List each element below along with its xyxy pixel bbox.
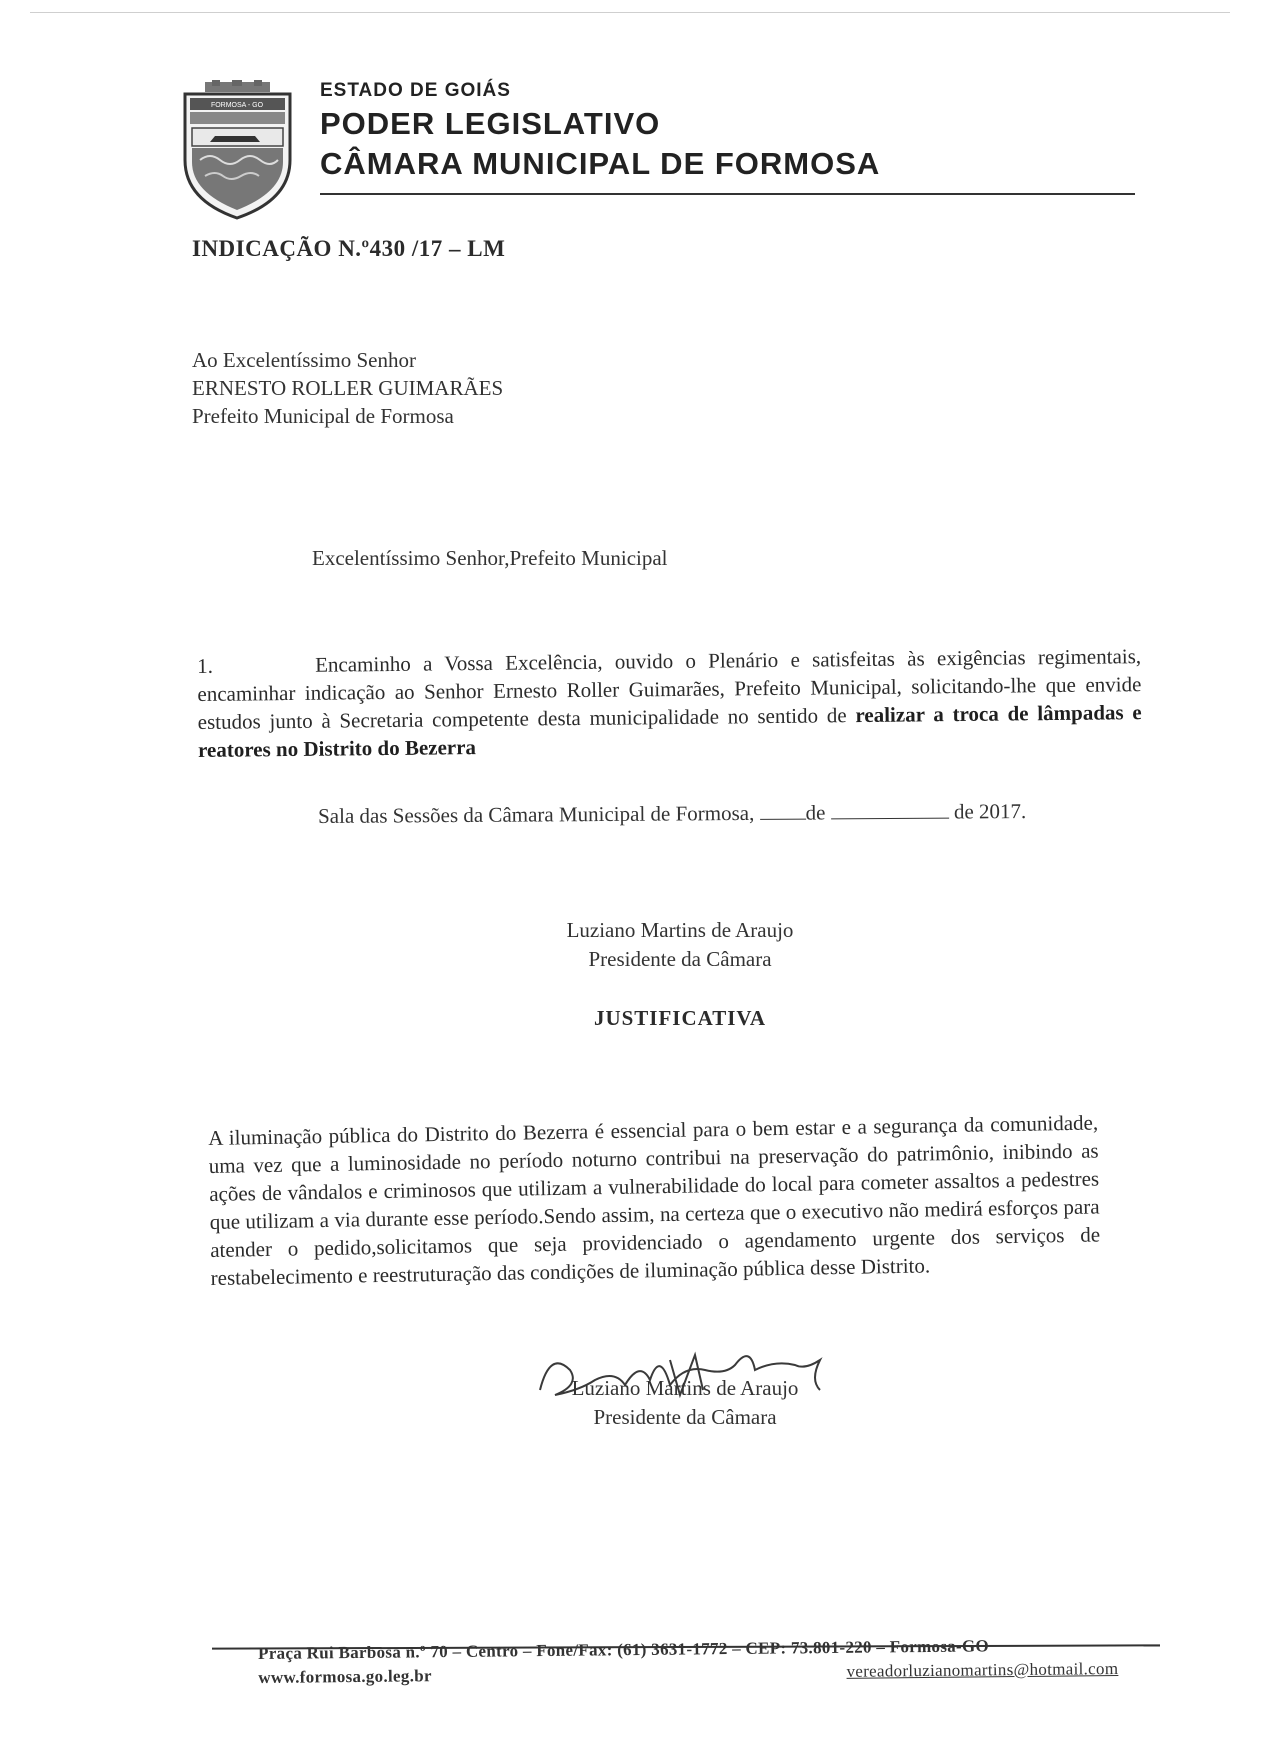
coat-of-arms-icon	[180, 80, 295, 220]
footer-website[interactable]: www.formosa.go.leg.br	[258, 1666, 432, 1687]
session-date-line	[318, 798, 1138, 829]
document-number: INDICAÇÃO N.º430 /17 – LM	[192, 236, 506, 261]
justification-text: A iluminação pública do Distrito do Bezerra é essencial para o bem estar e a segurança da comunidade, uma vez que a luminosidade no período noturno contribui na preservação do patrimônio, inibindo as ações de vândalos e criminosos que utilizam a vulnerabilidade do local para cometer assaltos a pedestres que utilizam a via durante esse período.Sendo assim, na certeza que o executivo não medirá esforços para atender o pedido,solicitamos que seja providenciado o agendamento urgente dos serviços de restabelecimento e reestruturação das condições de iluminação pública desse Distrito.	[208, 1110, 1101, 1290]
signature-block-top	[520, 916, 840, 974]
footer-email[interactable]: vereadorluzianomartins@hotmail.com	[846, 1658, 1119, 1681]
addressee-name: ERNESTO ROLLER GUIMARÃES	[192, 376, 504, 400]
crest-label: FORMOSA - GO	[210, 102, 264, 109]
session-prefix: Sala das Sessões da Câmara Municipal de Formosa,	[318, 800, 760, 828]
day-blank	[759, 801, 805, 820]
addressee-block	[192, 346, 503, 430]
state-name: ESTADO DE GOIÁS	[320, 80, 511, 101]
power-name: PODER LEGISLATIVO	[320, 106, 661, 141]
signatory-role-2: Presidente da Câmara	[593, 1405, 777, 1429]
paragraph-number: 1.	[197, 653, 214, 678]
addressee-title: Prefeito Municipal de Formosa	[192, 404, 454, 428]
signatory-role: Presidente da Câmara	[588, 947, 772, 971]
signatory-name-2: Luziano Martins de Araujo	[571, 1376, 799, 1400]
signatory-name: Luziano Martins de Araujo	[566, 918, 794, 942]
signature-block-bottom	[520, 1374, 850, 1432]
session-suffix: de 2017.	[953, 799, 1027, 824]
chamber-name: CÂMARA MUNICIPAL DE FORMOSA	[320, 146, 881, 181]
paragraph-emphasis: realizar a troca de lâmpadas e reatores no Distrito do Bezerra	[197, 700, 1142, 762]
scan-edge-line	[30, 12, 1230, 13]
header-divider	[320, 193, 1135, 195]
footer-address: Praça Rui Barbosa n.º 70 – Centro – Fone/Fax: (61) 3631-1772 – CEP: 73.801-220 – Formosa-GO	[258, 1636, 990, 1663]
month-blank	[831, 800, 949, 820]
addressee-line-1: Ao Excelentíssimo Senhor	[192, 348, 416, 372]
footer	[258, 1635, 1118, 1688]
paragraph-text: Encaminho a Vossa Excelência, ouvido o Plenário e satisfeitas às exigências regimentais, encaminhar indicação ao Senhor Ernesto Roller Guimarães, Prefeito Municipal, solicitando-lhe que envide estudos junto à Secretaria competente desta municipalidade no sentido de	[197, 644, 1142, 734]
body-paragraph	[197, 642, 1142, 764]
letterhead	[320, 80, 1140, 182]
salutation: Excelentíssimo Senhor,Prefeito Municipal	[312, 546, 668, 570]
justification-title: JUSTIFICATIVA	[593, 1006, 767, 1030]
session-de: de	[805, 800, 826, 825]
